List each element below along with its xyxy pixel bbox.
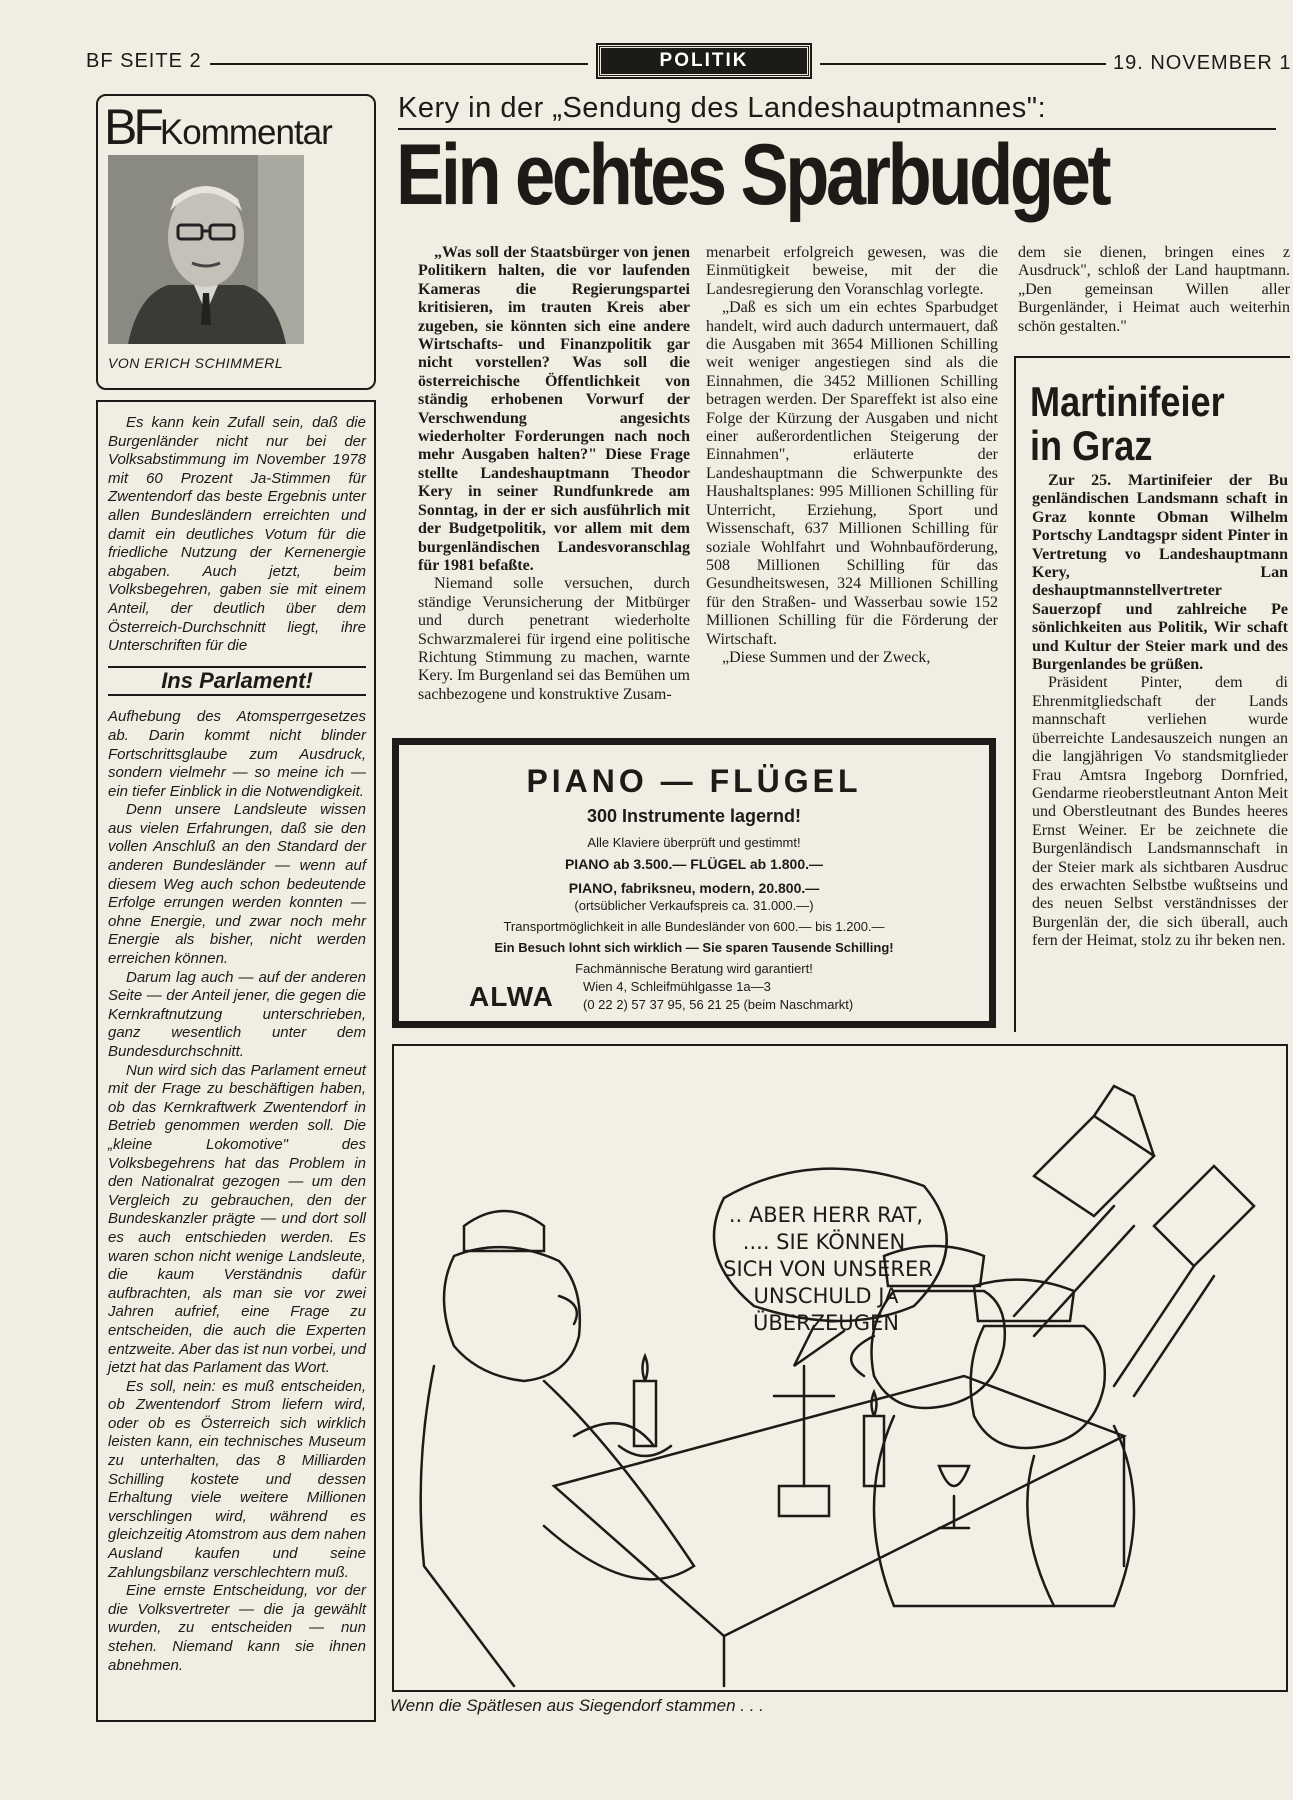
- page-label: BF SEITE 2: [86, 50, 202, 72]
- article-column-2: [706, 244, 998, 667]
- ad-line: Transportmöglichkeit in alle Bundesländer von 600.— bis 1.200.—: [503, 919, 885, 934]
- sidebar-lead: Zur 25. Martinifeier der Bu genländischen Landsmann schaft in Graz konnte Obman Wilhelm Portschy Landtagspr sident Pinter in Vertretung vo Landeshauptmann Kery, Lan deshauptmannstellvertreter Sauerzopf und zahlreiche Pe sönlichkeiten aus Politik, Wir schaft und Kultur der Steier mark und des Burgenlandes be grüßen.: [1032, 472, 1288, 674]
- speech-line-3: SICH VON UNSERER: [723, 1257, 933, 1281]
- ad-brand: ALWA: [469, 981, 554, 1012]
- cartoon-caption: Wenn die Spätlesen aus Siegendorf stammen . . .: [390, 1696, 764, 1715]
- sidebar-top-rule: [1014, 356, 1290, 358]
- cartoon-drawing: [394, 1046, 1288, 1692]
- kommentar-paragraph: Es soll, nein: es muß entscheiden, ob Zwentendorf Strom liefern wird, oder ob es Österreich sich wirklich leisten kann, ein technisches Museum zu unterhalten, das 8 Milliarden Schilling kostete und dessen Erhaltung viele weitere Millionen verschlingen wird, während es gleichzeitig Atomstrom aus dem nahen Ausland kaufen und seine Zahlungsbilanz verschlechtern muß.: [108, 1377, 366, 1581]
- ad-subtitle: 300 Instrumente lagernd!: [586, 806, 802, 826]
- piano-advertisement: [392, 738, 996, 1028]
- sidebar-rule: [1014, 356, 1016, 1032]
- article-lead: „Was soll der Staatsbürger von jenen Politikern halten, die vor laufenden Kameras die Regierungspartei kritisieren, im trauten Kreis aber zugeben, sie könnten sich eine andere Wirtschafts- und Finanzpolitik gar nicht vorstellen? Was soll die österreichische Öffentlichkeit von ständig erhobenen Vorwurf der Verschwendung angesichts wiederholter Forderungen nach noch mehr Ausgaben halten?" Diese Frage stellte Landeshauptmann Theodor Kery in seiner Rundfunkrede am Sonntag, in der er sich ausführlich mit der Budgetpolitik, vor allem mit dem burgenländischen Landesvoranschlag für 1981 befaßte.: [418, 244, 690, 574]
- kommentar-paragraph: Aufhebung des Atomsperrgesetzes ab. Darin kommt nicht blinder Fortschrittsglaube zum Ausdruck, sondern vielmehr — so meine ich — ein tiefer Einblick in die Notwendigkeit.: [108, 708, 366, 800]
- ad-phone: (0 22 2) 57 37 95, 56 21 25 (beim Naschmarkt): [583, 997, 854, 1012]
- rubric-badge: POLITIK: [598, 45, 810, 77]
- ad-line: PIANO ab 3.500.— FLÜGEL ab 1.800.—: [564, 856, 824, 872]
- speech-line-4: UNSCHULD JA: [753, 1284, 899, 1308]
- speech-line-1: .. ABER HERR RAT,: [728, 1203, 924, 1227]
- kommentar-paragraph: Nun wird sich das Parlament erneut mit der Frage zu beschäftigen haben, ob das Kernkraftwerk Zwentendorf in Betrieb genommen werden soll. Die „kleine Lokomotive" des Volksbegehrens hat das Problem in den Nationalrat gezogen — um den Vergleich zu gebrauchen, den der Bundeskanzler prägte — und dort soll es auch entschieden werden. Es waren schon nicht wenige Landsleute, die kaum Verständnis dafür aufbrachten, als man sie vor zwei Jahren aufrief, eine Frage zu entscheiden, die auch die Experten entzweite. Aber das ist nun vorbei, und jetzt hat das Parlament das Wort.: [108, 1061, 366, 1377]
- article-paragraph: „Daß es sich um ein echtes Sparbudget handelt, wird auch dadurch untermauert, daß die Ausgaben mit 3654 Millionen Schilling weit weniger angestiegen sind als die Einnahmen, die 3452 Millionen Schilling betragen werden. Der Spareffekt ist also eine Folge der Kürzung der Ausgaben und nicht einer außerordentlichen Steigerung der Einnahmen", erläuterte der Landeshauptmann die Schwerpunkte des Haushaltsplanes: 995 Millionen Schilling für Unterricht, Erziehung, Sport und Wissenschaft, 637 Millionen Schilling für soziale Wohlfahrt und Wohnbauförderung, 508 Millionen Schilling für das Gesundheitswesen, 324 Millionen Schilling für den Straßen- und Wasserbau sowie 152 Millionen Schilling für die Förderung der Wirtschaft.: [706, 299, 998, 648]
- issue-date: 19. NOVEMBER 1: [1113, 52, 1292, 74]
- sidebar-headline-line-1: Martinifeier: [1030, 378, 1225, 425]
- ad-line: Ein Besuch lohnt sich wirklich — Sie sparen Tausende Schilling!: [494, 940, 894, 955]
- article-paragraph: „Diese Summen und der Zweck,: [722, 648, 931, 666]
- kommentar-paragraph: Darum lag auch — auf der anderen Seite — der Anteil jener, die gegen die Kernkraftnutzung unterschrieben, ganz wesentlich unter dem Bundesdurchschnitt.: [108, 968, 366, 1060]
- ad-line: Alle Klaviere überprüft und gestimmt!: [587, 835, 801, 850]
- kommentar-paragraph: Denn unsere Landsleute wissen aus vielen Erfahrungen, daß sie den vollen Anschluß an den Standard der anderen Bundesländer — wenn auf diesem Weg auch schon bedeutende Erfolge errungen werden konnten — ohne Energie, und zwar noch mehr Energie als bisher, nicht werden erreichen können.: [108, 801, 366, 968]
- kommentar-column: [96, 400, 376, 1722]
- article-paragraph: dem sie dienen, bringen eines z Ausdruck", schloß der Land hauptmann. „Den gemeinsan Willen aller Burgenländer, i Heimat auch weiterhin schön gestalten.": [1018, 244, 1290, 335]
- author-photo: [108, 155, 304, 344]
- kommentar-subhead: Ins Parlament!: [108, 666, 366, 697]
- logo-letters: BF: [104, 99, 160, 155]
- article-kicker: Kery in der „Sendung des Landeshauptmannes":: [398, 92, 1047, 124]
- sidebar-paragraph: Präsident Pinter, dem di Ehrenmitgliedschaft der Lands mannschaft verliehen wurde überreichte Landesauszeich nungen an die langjährigen Vo standsmitglieder Frau Amtsra Ingeborg Dornfried, Gendarme rieoberstleutnant Anton Meit und Oberstleutnant des Bundes heeres Ernst Weiner. Er be zeichnete die Burgenländisch Landsmannschaft in der Steier mark als sichtbaren Ausdruc des erwachten Selbstbe wußtseins und des neuen Selbst verständnisses der Burgenlän der, die sich überall, auch fern der Heimat, stolz zu ihr beken nen.: [1032, 674, 1288, 950]
- cartoon-panel: [392, 1044, 1288, 1692]
- header-rule-left: [210, 63, 588, 65]
- kommentar-logo: [104, 98, 332, 156]
- ad-line: (ortsüblicher Verkaufspreis ca. 31.000.—): [574, 898, 814, 913]
- header-rule-right: [820, 63, 1106, 65]
- author-portrait: [108, 155, 304, 344]
- ad-title: PIANO — FLÜGEL: [526, 763, 862, 799]
- article-column-3: [1018, 244, 1290, 336]
- sidebar-headline-line-2: in Graz: [1030, 422, 1153, 469]
- sidebar-headline: [1030, 380, 1225, 468]
- kommentar-paragraph: Es kann kein Zufall sein, daß die Burgenländer nicht nur bei der Volksabstimmung im November 1978 mit 60 Prozent Ja-Stimmen für Zwentendorf das beste Ergebnis unter allen Bundesländern erreichten und damit ein deutliches Votum für die friedliche Nutzung der Kernenergie abgaben. Auch jetzt, beim Volksbegehren, gaben sie mit einem Anteil, der deutlich über dem Österreich-Durchschnitt liegt, ihre Unterschriften für die: [108, 414, 366, 655]
- article-paragraph: Niemand solle versuchen, durch ständige Verunsicherung der Mitbürger und durch penetrant wiederholte Schwarzmalerei für irgend eine politische Richtung Stimmung zu machen, warnte Kery. Im Burgenland sei das Bemühen um sachbezogene und konstruktive Zusam-: [418, 575, 690, 703]
- kommentar-text: [108, 414, 366, 1675]
- logo-word: Kommentar: [159, 113, 332, 152]
- ad-address: Wien 4, Schleifmühlgasse 1a—3: [583, 979, 771, 994]
- sidebar-text: [1032, 472, 1288, 951]
- article-paragraph: menarbeit erfolgreich gewesen, was die Einmütigkeit beweise, mit der die Landesregierung den Voranschlag vorlegte.: [706, 244, 998, 298]
- ad-line: Fachmännische Beratung wird garantiert!: [575, 961, 813, 976]
- article-headline: Ein echtes Sparbudget: [396, 127, 1109, 223]
- article-column-1: [418, 244, 690, 704]
- author-byline: VON ERICH SCHIMMERL: [108, 355, 284, 371]
- ad-line: PIANO, fabriksneu, modern, 20.800.—: [568, 880, 820, 896]
- speech-line-2: .... SIE KÖNNEN: [742, 1230, 906, 1254]
- kommentar-paragraph: Eine ernste Entscheidung, vor der die Volksvertreter — die ja gewählt wurden, zu entscheiden — nun stehen. Niemand kann sie ihnen abnehmen.: [108, 1582, 366, 1674]
- speech-line-5: ÜBERZEUGEN: [753, 1311, 899, 1335]
